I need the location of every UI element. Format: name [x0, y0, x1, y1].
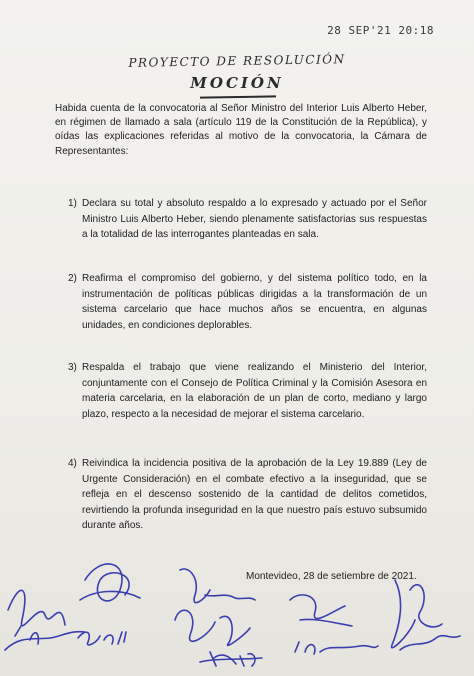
item-text: Reafirma el compromiso del gobierno, y del sistema político todo, en la instrumentación de políticas públicas dirigidas a la transformación de un sistema carcelario que hace muchos años se encuentra, en algunas unidades, en condiciones deplorables.	[82, 273, 427, 331]
signature-daniel-pena	[5, 590, 85, 650]
signature-rodriguez	[290, 595, 378, 654]
signature-goni	[78, 564, 140, 645]
item-number: 4)	[68, 458, 77, 469]
document-subtitle: PROYECTO DE RESOLUCIÓN	[128, 52, 346, 70]
resolution-item-1	[68, 196, 427, 243]
signature-duarte	[175, 569, 262, 662]
signatures-area	[0, 540, 474, 676]
signature-lorenzo	[392, 580, 460, 650]
resolution-item-2	[68, 271, 427, 333]
item-number: 1)	[68, 198, 77, 209]
intro-paragraph: Habida cuenta de la convocatoria al Señor Ministro del Interior Luis Alberto Heber, en régimen de llamado a sala (artículo 119 de la Constitución de la República), y oídas las explicaciones referidas al motivo de la convocatoria, la Cámara de Representantes:	[55, 103, 427, 157]
item-number: 3)	[68, 362, 77, 373]
document-title: MOCIÓN	[190, 74, 284, 92]
date-line: Montevideo, 28 de setiembre de 2021.	[246, 571, 417, 582]
resolution-item-4	[68, 456, 427, 534]
item-text: Respalda el trabajo que viene realizando el Ministerio del Interior, conjuntamente con el Consejo de Política Criminal y la Comisión Asesora en materia carcelaria, en la elaboración de un plan de corto, mediano y largo plazo, respecto a la necesidad de mejorar el sistema carcelario.	[82, 362, 427, 420]
item-text: Reivindica la incidencia positiva de la aprobación de la Ley 19.889 (Ley de Urgente Consideración) en el combate efectivo a la inseguridad, que se refleja en el descenso sostenido de la cantidad de delitos cometidos, revirtiendo la profunda inseguridad en la que nuestro país estuvo subsumido durante años.	[82, 458, 427, 531]
title-underline	[200, 95, 276, 98]
received-stamp: 28 SEP'21 20:18	[327, 24, 434, 37]
item-text: Declara su total y absoluto respaldo a lo expresado y actuado por el Señor Ministro Luis Alberto Heber, siendo plenamente satisfactorias sus respuestas a la totalidad de las interrogantes planteadas en sala.	[82, 198, 427, 240]
item-number: 2)	[68, 273, 77, 284]
resolution-item-3	[68, 360, 427, 422]
